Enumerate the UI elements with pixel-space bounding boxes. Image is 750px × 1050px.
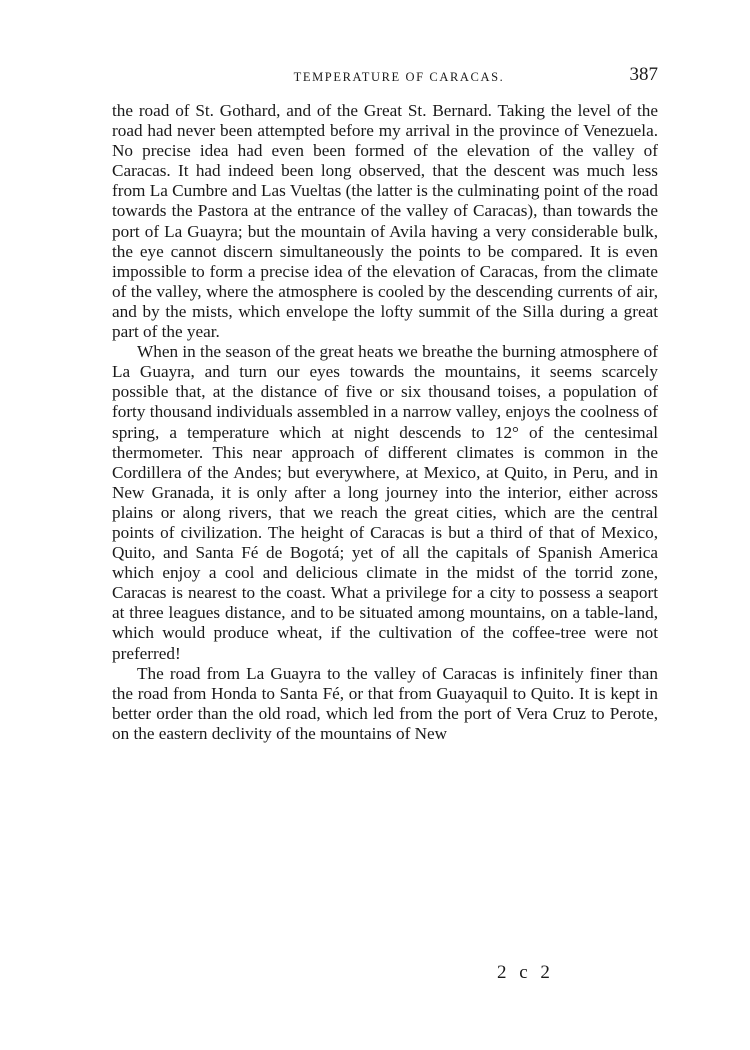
running-title: TEMPERATURE OF CARACAS. [293, 70, 505, 84]
paragraph: The road from La Guayra to the valley of Caracas is infinitely finer than the road from Honda to Santa Fé, or that from Guayaquil to Quito. It is kept in better order than the old road, which led from the port of Vera Cruz to Perote, on the eastern declivity of the mountains of New [112, 663, 658, 743]
body-text [112, 101, 658, 744]
page-header [112, 64, 658, 90]
paragraph: When in the season of the great heats we breathe the burning atmosphere of La Guayra, and turn our eyes towards the mountains, it seems scarcely possible that, at the distance of five or six thousand toises, a population of forty thousand individuals assembled in a narrow valley, enjoys the coolness of spring, a temperature which at night descends to 12° of the centesimal thermometer. This near approach of different climates is common in the Cordillera of the Andes; but everywhere, at Mexico, at Quito, in Peru, and in New Granada, it is only after a long journey into the interior, either across plains or along rivers, that we reach the great cities, which are the central points of civilization. The height of Caracas is but a third of that of Mexico, Quito, and Santa Fé de Bogotá; yet of all the capitals of Spanish America which enjoy a cool and delicious climate in the midst of the torrid zone, Caracas is nearest to the coast. What a privilege for a city to possess a seaport at three leagues distance, and to be situated among mountains, on a table-land, which would produce wheat, if the cultivation of the coffee-tree were not preferred! [112, 342, 658, 663]
paragraph-continued: the road of St. Gothard, and of the Great St. Bernard. Taking the level of the road had never been attempted before my arrival in the province of Venezuela. No precise idea had even been formed of the elevation of the valley of Caracas. It had indeed been long observed, that the descent was much less from La Cumbre and Las Vueltas (the latter is the culminating point of the road towards the Pastora at the entrance of the valley of Caracas), than towards the port of La Guayra; but the mountain of Avila having a very considerable bulk, the eye cannot discern simultaneously the points to be compared. It is even impossible to form a precise idea of the elevation of Caracas, from the climate of the valley, where the atmosphere is cooled by the descending currents of air, and by the mists, which envelope the lofty summit of the Silla during a great part of the year. [112, 101, 658, 342]
signature-mark: 2 c 2 [497, 962, 554, 983]
page-number: 387 [629, 64, 658, 85]
